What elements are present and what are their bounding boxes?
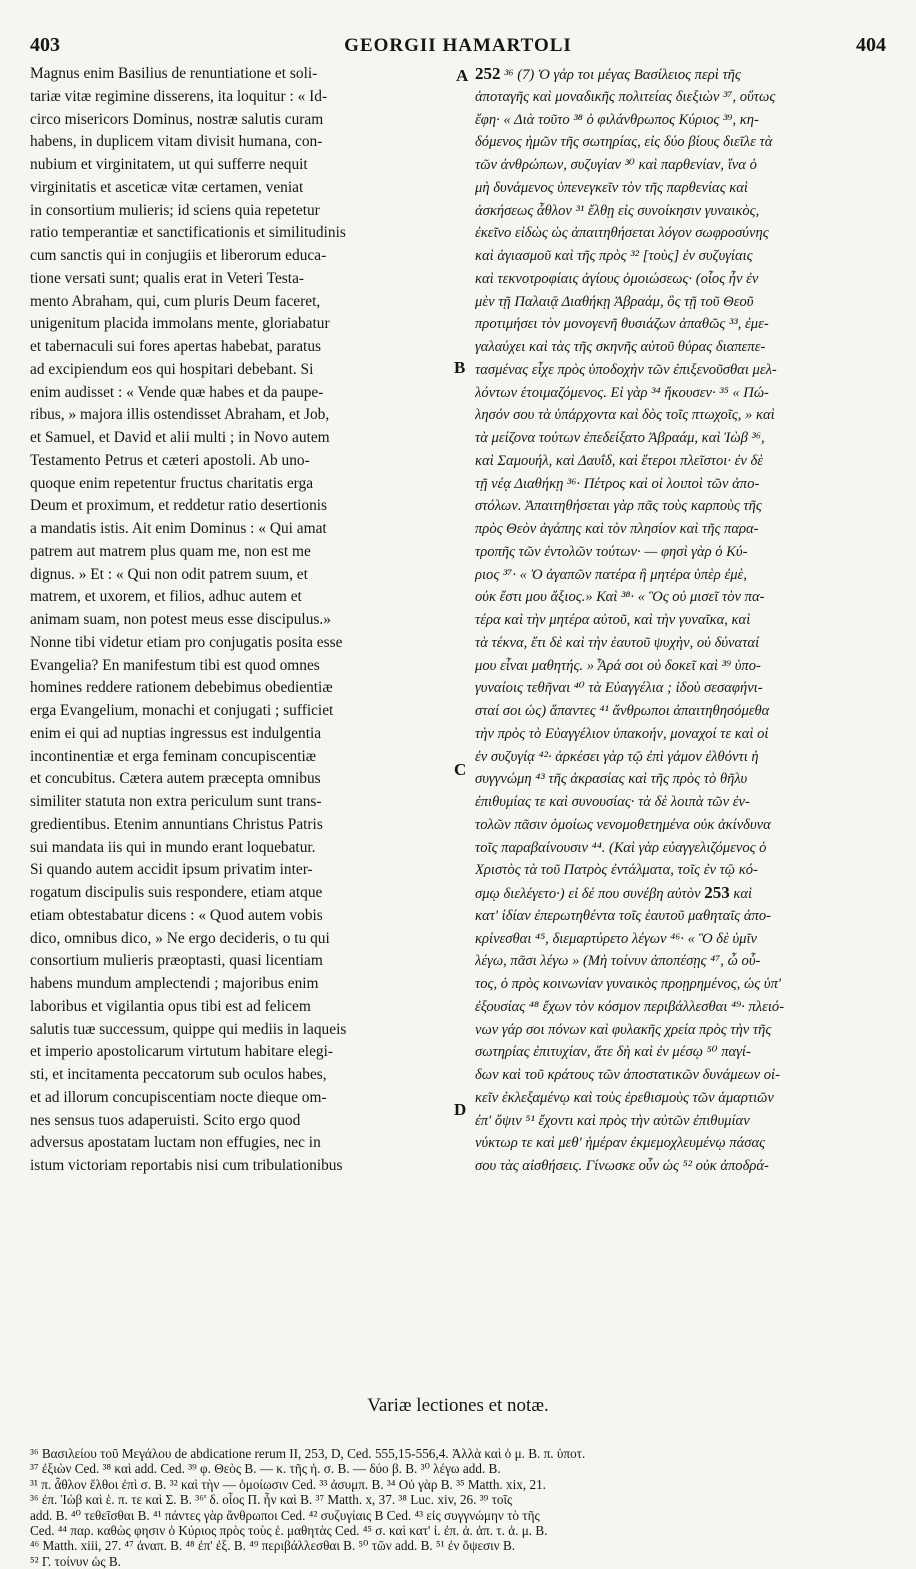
latin-text-line: circo misericors Dominus, nostræ salutis curam xyxy=(30,110,324,128)
latin-text-line: tariæ vitæ regimine disserens, ita loquitur : « Id- xyxy=(30,87,328,105)
latin-text-line: animam suam, non potest meus esse discipulus.» xyxy=(30,611,331,628)
greek-text-line: μὲν τῇ Παλαιᾷ Διαθήκῃ Ἀβραάμ, ὃς τῇ τοῦ Θεοῦ xyxy=(475,293,754,310)
latin-text-line: habens mundum amplectendi ; majoribus enim xyxy=(30,975,319,992)
running-title: GEORGII HAMARTOLI xyxy=(344,35,572,56)
greek-text-line: μου εἶναι μαθητής. » Ἆρά σοι οὐ δοκεῖ καὶ ³⁹ ὑπο- xyxy=(475,657,761,674)
greek-text-line: τὰ τέκνα, ἔτι δὲ καὶ τὴν ἑαυτοῦ ψυχὴν, οὐ δύναταί xyxy=(475,634,760,651)
latin-text-line: ratio temperantiæ et sanctificationis et similitudinis xyxy=(30,224,346,242)
latin-text-line: sui mandata iis qui in mundo erant loquebatur. xyxy=(30,838,316,856)
greek-text-line: σμῳ διελέγετο·) εἰ δέ που συνέβη αὐτὸν 253 καὶ xyxy=(475,883,753,902)
greek-text-line: λησόν σου τὰ ὑπάρχοντα καὶ δὸς τοῖς πτωχοῖς, » καὶ xyxy=(475,407,775,424)
latin-text-line: mento Abraham, qui, cum pluris Deum faceret, xyxy=(30,292,321,310)
latin-text-line: tione versati sunt; qualis erat in Veteri Testa- xyxy=(30,269,305,287)
greek-text-line: τὰ μείζονα τούτων ἐπεδείξατο Ἀβραάμ, καὶ Ἰὼβ ³⁶, xyxy=(475,430,765,446)
greek-text-line: σωτηρίας ἐπιτυχίαν, ἅτε δὴ καὶ ἐν μέσῳ ⁵⁰ παγί- xyxy=(475,1044,751,1061)
latin-text-line: laboribus et vigilantia opus tibi est ad felicem xyxy=(30,997,311,1015)
page-number-left: 403 xyxy=(30,34,60,56)
margin-letter-b: B xyxy=(454,358,466,377)
greek-text-line: τῇ νέᾳ Διαθήκῃ ³⁶· Πέτρος καὶ οἱ λοιποὶ τῶν ἀπο- xyxy=(475,475,760,492)
latin-text-line: in consortium mulieris; id sciens quia repetetur xyxy=(30,201,320,219)
greek-text-line: τέρα καὶ τὴν μητέρα αὐτοῦ, καὶ τὴν γυναῖκα, καὶ xyxy=(475,612,751,628)
greek-text-line: νύκτωρ τε καὶ μεθ' ἡμέραν ἐκμεμοχλευμένῳ πάσας xyxy=(475,1135,766,1152)
footnote-line: ³¹ π. ἆθλον ἔλθοι ἐπὶ σ. Β. ³² καὶ τὴν — ὁμοίωσιν Ced. ³³ ἀσυμπ. Β. ³⁴ Οὐ γὰρ Β. ³⁵ Matth. xix, 21. xyxy=(30,1476,546,1492)
greek-text-line: κεῖν ἐκλεξαμένῳ καὶ τοὺς ἐρεθισμοὺς τῶν ἁμαρτιῶν xyxy=(475,1089,774,1106)
latin-text-line: Nonne tibi videtur etiam pro conjugatis posita esse xyxy=(30,633,343,651)
latin-text-line: Deum et proximum, et reddetur ratio desertionis xyxy=(30,497,328,515)
greek-text-line: ἀποταγῆς καὶ μοναδικῆς πολιτείας διεξιὼν ³⁷, οὕτως xyxy=(475,88,776,105)
latin-text-line: et concubitus. Cætera autem præcepta omnibus xyxy=(30,770,321,788)
greek-text-line: τοῖς παραβαίνουσιν ⁴⁴. (Καὶ γὰρ εὐαγγελιζόμενος ὁ xyxy=(475,839,767,856)
latin-text-line: enim ei qui ad nuptias ingressus est indulgentia xyxy=(30,724,322,742)
page-number-right: 404 xyxy=(856,34,886,56)
greek-text-line: νων γάρ σοι πόνων καὶ φυλακῆς χρεία πρὸς τὴν τῆς xyxy=(475,1021,772,1038)
greek-text-line: καὶ τεκνοτροφίαις ἁγίους ὁμοιώσεως· (οἷος ἦν ἐν xyxy=(475,270,759,287)
greek-text-line: δων καὶ τοῦ κράτους τῶν ἀποστατικῶν δυνάμεων οἰ- xyxy=(475,1067,780,1083)
footnote-line: add. Β. ⁴⁰ τεθεῖσθαι Β. ⁴¹ πάντες γὰρ ἄνθρωποι Ced. ⁴² συζυγίαις Β Ced. ⁴³ εἰς συγγνώμην τὸ τῆς xyxy=(30,1507,540,1523)
latin-text-line: consortium mulieris præoptasti, quasi licentiam xyxy=(30,952,323,970)
footnote-line: ⁵² Γ. τοίνυν ὡς Β. xyxy=(30,1553,121,1569)
latin-text-line: dignus. » Et : « Qui non odit patrem suum, et xyxy=(30,565,308,583)
greek-text-line: σου τὰς αἰσθήσεις. Γίνωσκε οὖν ὡς ⁵² οὐκ ἀποδρά- xyxy=(475,1158,769,1174)
latin-text-line: sti, et incitamenta peccatorum sub oculos habes, xyxy=(30,1066,327,1083)
greek-text-line: λόντων ἑτοιμαζόμενος. Εἰ γὰρ ³⁴ ἤκουσεν· ³⁵ « Πώ- xyxy=(475,384,769,401)
greek-text-line: τασμένας εἶχε πρὸς ὑποδοχὴν τῶν ἐπιξενοῦσθαι μελ- xyxy=(475,361,777,378)
greek-text-line: ριος ³⁷· « Ὁ ἀγαπῶν πατέρα ἢ μητέρα ὑπὲρ ἐμὲ, xyxy=(475,566,747,583)
column-marker: 252 xyxy=(475,64,501,83)
greek-text-line: τῶν ἀνθρώπων, συζυγίαν ³⁰ καὶ παρθενίαν, ἵνα ὁ xyxy=(475,157,757,173)
latin-text-line: Si quando autem accidit ipsum privatim inter- xyxy=(30,861,313,879)
latin-text-line: Evangelia? En manifestum tibi est quod omnes xyxy=(30,656,320,674)
footnote-line: ³⁷ ἐξιὼν Ced. ³⁸ καὶ add. Ced. ³⁹ φ. Θεὸς Β. — κ. τῆς ἡ. σ. Β. — δύο β. Β. ³⁰ λέγω add. Β. xyxy=(30,1461,501,1477)
latin-text-line: et tabernaculi sui fores apertas habebat, paratus xyxy=(30,338,322,355)
footnote-line: Ced. ⁴⁴ παρ. καθὼς φησιν ὁ Κύριος πρὸς τοὺς ἑ. μαθητὰς Ced. ⁴⁵ σ. καὶ κατ' ἰ. ἐπ. ἀ. ἀπ. τ. ἀ. μ. Β. xyxy=(30,1522,548,1538)
greek-text-line: Χριστὸς τὰ τοῦ Πατρὸς ἐντάλματα, τοῖς ἐν τῷ κό- xyxy=(475,862,758,879)
latin-text-line: matrem, et uxorem, et filios, adhuc autem et xyxy=(30,588,302,606)
margin-letter-c: C xyxy=(454,760,467,779)
greek-column xyxy=(475,63,890,1178)
greek-text-line: κρίνεσθαι ⁴⁵, διεμαρτύρετο λέγων ⁴⁶· « Ὃ δὲ ὑμῖν xyxy=(475,930,758,947)
footnote-line: ³⁶ Βασιλείου τοῦ Μεγάλου de abdicatione rerum II, 253, D, Ced. 555,15-556,4. Ἀλλὰ καὶ ὁ μ. Β. π. ὑποτ. xyxy=(30,1446,586,1461)
latin-text-line: homines reddere rationem debebimus obedientiæ xyxy=(30,679,333,697)
greek-text-line: ἐκεῖνο εἰδὼς ὡς ἀπαιτηθήσεται λόγον σωφροσύνης xyxy=(475,225,769,242)
column-marker: 253 xyxy=(704,883,730,902)
greek-text-line: καὶ ἁγιασμοῦ καὶ τῆς πρὸς ³² [τοὺς] ἐν συζυγίαις xyxy=(475,248,753,264)
margin-letter-d: D xyxy=(454,1100,467,1119)
latin-text-line: incontinentiæ et erga feminam concupiscentiæ xyxy=(30,747,317,765)
greek-text-line: προτιμήσει τὸν μονογενῆ θυσιάζων ἀπαθῶς ³³, ἐμε- xyxy=(475,316,769,333)
greek-text-line: ἐπ' ὄψιν ⁵¹ ἔχοντι καὶ πρὸς τὴν αὐτῶν ἐπιθυμίαν xyxy=(475,1112,750,1129)
latin-text-line: similiter statuta non extra periculum sunt trans- xyxy=(30,793,322,810)
greek-text-line: γυναίοις τεθῆναι ⁴⁰ τὰ Εὐαγγέλια ; ἰδοὺ σεσαφήνι- xyxy=(475,680,763,697)
footnote-line: ⁴⁶ Matth. xiii, 27. ⁴⁷ ἀναπ. Β. ⁴⁸ ἐπ' ἐξ. Β. ⁴⁹ περιβάλλεσθαι Β. ⁵⁰ τῶν add. Β. ⁵¹ ἐν ὄψεσιν Β. xyxy=(30,1538,516,1554)
greek-text-line: τὴν πρὸς τὸ Εὐαγγέλιον ὑπακοήν, μοναχοί τε καὶ οἱ xyxy=(475,725,769,742)
greek-text-line: τροπῆς τῶν ἐντολῶν τούτων· — φησὶ γὰρ ὁ Κύ- xyxy=(475,543,748,560)
greek-text-line: κατ' ἰδίαν ἐπερωτηθέντα τοῖς ἑαυτοῦ μαθηταῖς ἀπο- xyxy=(475,907,772,924)
greek-text-line: λέγω, πᾶσι λέγω » (Μὴ τοίνυν ἀποπέσῃς ⁴⁷, ὦ οὗ- xyxy=(475,953,761,970)
greek-text-line: στόλων. Ἀπαιτηθήσεται γὰρ πᾶς τοὺς καρποὺς τῆς xyxy=(475,498,762,515)
greek-text-line: οὐκ ἔστι μου ἄξιος.» Καὶ ³⁸· « Ὃς οὐ μισεῖ τὸν πα- xyxy=(475,589,765,606)
latin-text-line: ad excipiendum eos qui hospitari debebant. Si xyxy=(30,360,314,378)
latin-text-line: et Samuel, et David et alii multi ; in Novo autem xyxy=(30,429,330,446)
greek-text-line: ἐν συζυγίᾳ ⁴²· ἀρκέσει γὰρ τῷ ἐπὶ γάμον ἐλθόντι ἡ xyxy=(475,748,759,765)
greek-text-line: καὶ Σαμουήλ, καὶ Δαυΐδ, καὶ ἕτεροι πλεῖστοι· ἐν δὲ xyxy=(475,452,764,469)
greek-text-line: ἐξουσίας ⁴⁸ ἔχων τὸν κόσμον περιβάλλεσθαι ⁴⁹· πλειό- xyxy=(475,998,785,1015)
latin-text-line: quoque enim repetentur fructus charitatis erga xyxy=(30,474,314,492)
greek-text-line: ἐπιθυμίας τε καὶ συνουσίας· τὰ δὲ λοιπὰ τῶν ἐν- xyxy=(475,794,750,810)
latin-text-line: etiam obtestabatur dicens : « Quod autem vobis xyxy=(30,906,323,924)
latin-text-line: unigenitum placida immolans mente, gloriabatur xyxy=(30,315,330,333)
page-header xyxy=(30,34,886,62)
margin-letter-a: A xyxy=(456,66,469,85)
latin-text-line: a mandatis istis. Ait enim Dominus : « Qui amat xyxy=(30,520,327,537)
latin-text-line: rogatum discipulis suis respondere, etiam atque xyxy=(30,884,323,901)
latin-column xyxy=(30,63,450,1178)
footnote-line: ³⁶ ἐπ. Ἰὼβ καὶ ἑ. π. τε καὶ Σ. Β. ³⁶' δ. οἷος Π. ἦν καὶ Β. ³⁷ Matth. x, 37. ³⁸ Luc. xiv, 26. ³⁹ τοῖς xyxy=(30,1492,513,1508)
greek-text-line: 252 ³⁶ (7) Ὁ γάρ τοι μέγας Βασίλειος περὶ τῆς xyxy=(475,64,741,83)
latin-text-line: Testamento Petrus et cæteri apostoli. Ab uno- xyxy=(30,451,310,469)
greek-text-line: γαλαύχει καὶ τὰς τῆς σκηνῆς αὐτοῦ θύρας διαπεπε- xyxy=(475,339,766,355)
greek-text-line: δόμενος ἡμῶν τῆς σωτηρίας, εἰς δύο βίους διεῖλε τὰ xyxy=(475,134,773,151)
latin-text-line: ribus, » majora illis ostendisset Abraham, et Job, xyxy=(30,406,330,424)
latin-text-line: patrem aut matrem plus quam me, non est me xyxy=(30,542,311,560)
latin-text-line: virginitatis et asceticæ vitæ certamen, veniat xyxy=(30,178,304,196)
latin-text-line: enim audisset : « Vende quæ habes et da paupe- xyxy=(30,383,324,401)
notes-subheading: Variæ lectiones et notæ. xyxy=(367,1395,549,1416)
footnotes xyxy=(30,1446,890,1569)
latin-text-line: gredientibus. Etenim annuntians Christus Patris xyxy=(30,815,323,833)
latin-text-line: cum sanctis qui in conjugiis et liberorum educa- xyxy=(30,247,327,264)
latin-text-line: salutis tuæ successum, quippe qui mediis in laqueis xyxy=(30,1020,347,1038)
latin-text-line: dico, omnibus dico, » Ne ergo decideris, o tu qui xyxy=(30,929,330,947)
greek-text-line: ἔφη· « Διὰ τοῦτο ³⁸ ὁ φιλάνθρωπος Κύριος ³⁹, κη- xyxy=(475,111,759,128)
greek-text-line: πρὸς Θεὸν ἀγάπης καὶ τὸν πλησίον καὶ τῆς παρα- xyxy=(475,521,759,537)
latin-text-line: istum victoriam reportabis nisi cum tribulationibus xyxy=(30,1157,343,1174)
greek-text-line: συγγνώμη ⁴³ τῆς ἀκρασίας καὶ τῆς πρὸς τὸ θῆλυ xyxy=(475,771,748,788)
latin-text-line: et ad illorum concupiscentiam nocte dieque om- xyxy=(30,1088,327,1106)
greek-text-line: ἀσκήσεως ἆθλον ³¹ ἔλθῃ εἰς συνοίκησιν γυναικὸς, xyxy=(475,202,760,219)
latin-text-line: nes sensus tuos adaperuisti. Scito ergo quod xyxy=(30,1111,301,1129)
greek-text-line: σταί σοι ὡς) ἅπαντες ⁴¹ ἄνθρωποι ἀπαιτηθησόμεθα xyxy=(475,703,770,719)
latin-text-line: Magnus enim Basilius de renuntiatione et soli- xyxy=(30,65,318,82)
latin-text-line: adversus apostatam luctam non effugies, nec in xyxy=(30,1134,321,1152)
greek-text-line: μὴ δυνάμενος ὑπενεγκεῖν τὸν τῆς παρθενίας καὶ xyxy=(475,179,748,196)
greek-text-line: τος, ὁ πρὸς κοινωνίαν γυναικὸς προῃρημένος, ὡς ὑπ' xyxy=(475,976,782,992)
latin-text-line: habens, in duplicem vitam divisit humana, con- xyxy=(30,133,323,151)
latin-text-line: erga Evangelium, monachi et conjugati ; sufficiet xyxy=(30,702,334,719)
latin-text-line: nubium et virginitatem, ut qui sufferre nequit xyxy=(30,156,308,173)
greek-text-line: τολῶν πᾶσιν ὁμοίως νενομοθετημένα οὐκ ἀκίνδυνα xyxy=(475,816,771,833)
latin-text-line: et imperio apostolicarum virtutum habitare elegi- xyxy=(30,1043,334,1061)
